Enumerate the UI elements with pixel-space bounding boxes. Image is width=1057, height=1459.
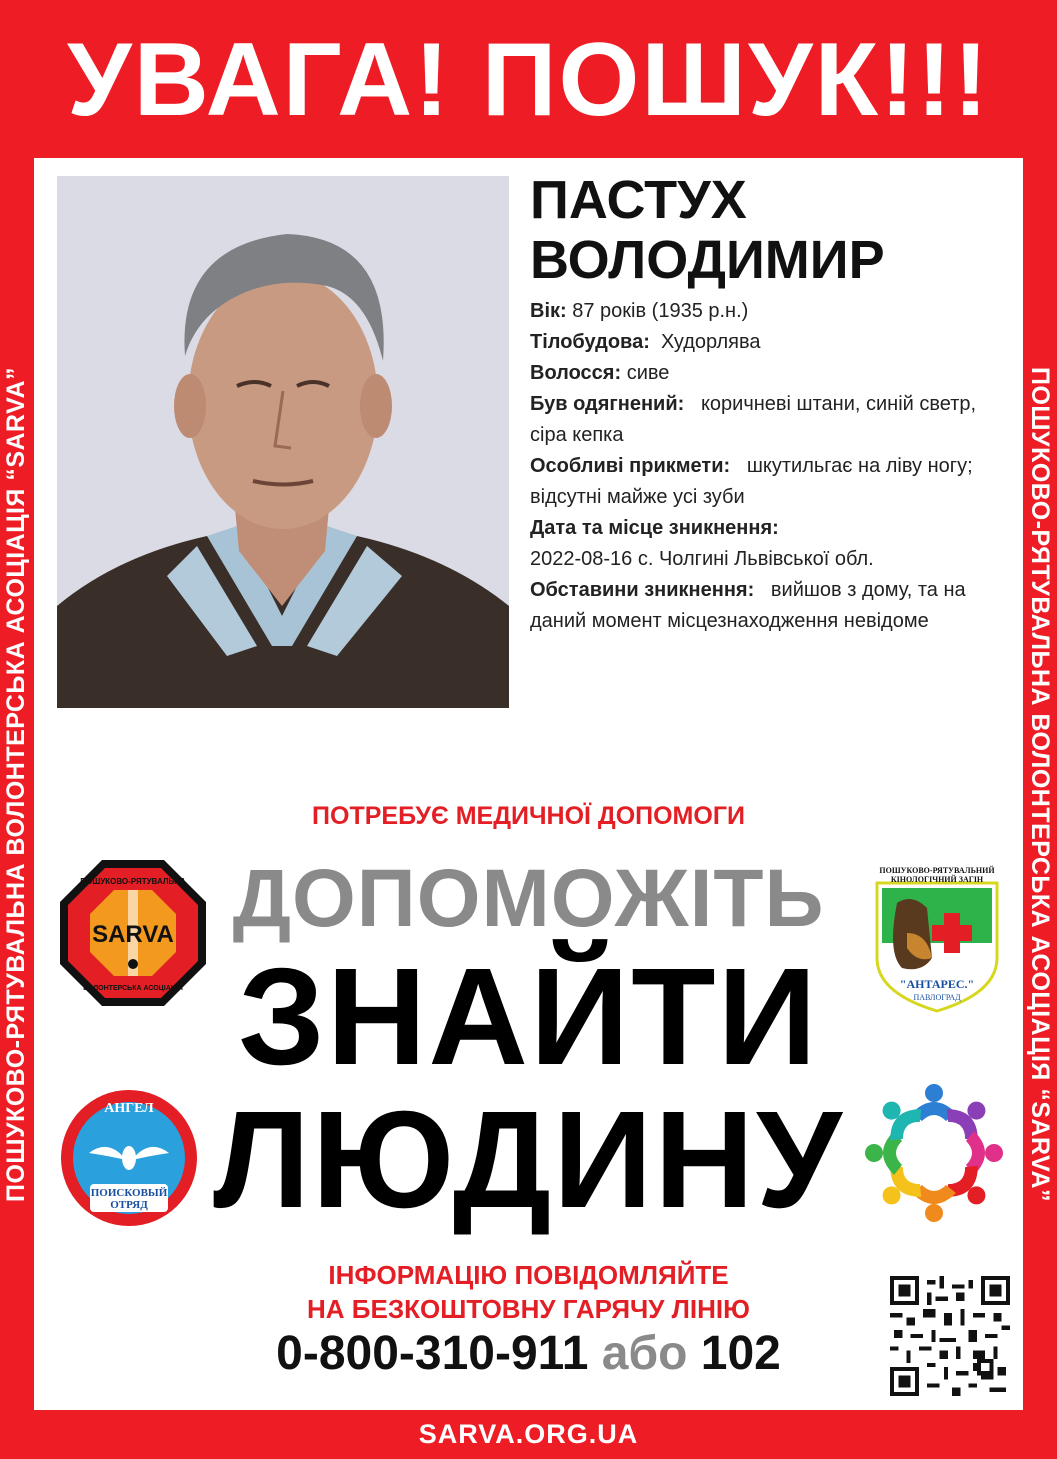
footer	[0, 1410, 1057, 1459]
info-text	[34, 1258, 1023, 1326]
content-panel	[34, 158, 1023, 1410]
footer-url[interactable]: SARVA.ORG.UA	[418, 1419, 639, 1449]
person-first-name: ВОЛОДИМИР	[530, 230, 885, 290]
medical-note: ПОТРЕБУЄ МЕДИЧНОЇ ДОПОМОГИ	[312, 802, 745, 830]
detail-label: Був одягнений:	[530, 393, 685, 415]
detail-hair	[530, 358, 1000, 389]
detail-value: 87 років (1935 р.н.)	[572, 300, 749, 322]
antares-top1: ПОШУКОВО-РЯТУВАЛЬНИЙ	[879, 866, 995, 875]
person-name	[530, 170, 885, 290]
sarva-logo-bottom: ВОЛОНТЕРСЬКА АСОЦІАЦІЯ	[83, 985, 183, 992]
call-help: ДОПОМОЖІТЬ	[232, 853, 825, 944]
phone-or: або	[601, 1327, 688, 1380]
header	[0, 0, 1057, 160]
detail-label: Тілобудова:	[530, 331, 650, 353]
side-banner-right	[1023, 158, 1057, 1410]
angel-logo	[54, 1088, 204, 1228]
detail-value: 2022-08-16 с. Чолгині Львівської обл.	[530, 548, 874, 570]
angel-top: АНГЕЛ	[104, 1101, 154, 1116]
sarva-logo	[58, 858, 208, 1008]
sarva-logo-text: SARVA	[92, 921, 174, 948]
phone-alt: 102	[700, 1327, 781, 1380]
call-person: ЛЮДИНУ	[213, 1083, 844, 1237]
call-find: ЗНАЙТИ	[238, 940, 819, 1094]
angel-bottom2: ОТРЯД	[110, 1199, 148, 1211]
person-surname: ПАСТУХ	[530, 170, 747, 230]
detail-circumstances	[530, 575, 1000, 637]
angel-bottom1: ПОИСКОВЫЙ	[90, 1187, 168, 1199]
people-circle-logo	[859, 1078, 1009, 1228]
detail-date-place	[530, 513, 1000, 575]
detail-value: коричневі штани, синій светр, сіра кепка	[530, 393, 977, 446]
antares-name: "АНТАРЕС."	[899, 977, 975, 991]
detail-value: Худорлява	[661, 331, 761, 353]
detail-label: Особливі прикмети:	[530, 455, 731, 477]
detail-features	[530, 451, 1000, 513]
antares-city: ПАВЛОГРАД	[913, 993, 961, 1002]
side-text-right: ПОШУКОВО-РЯТУВАЛЬНА ВОЛОНТЕРСЬКА АСОЦІАЦІЯ “SARVA”	[1026, 366, 1055, 1202]
detail-label: Дата та місце зникнення:	[530, 517, 779, 539]
detail-value: сиве	[626, 362, 670, 384]
side-banner-left	[0, 158, 34, 1410]
person-photo	[57, 176, 509, 708]
person-details	[530, 296, 1000, 637]
detail-value: вийшов з дому, та на даний момент місцезнаходження невідоме	[530, 579, 966, 632]
phone-main: 0-800-310-911	[276, 1327, 589, 1380]
info-line1: ІНФОРМАЦІЮ ПОВІДОМЛЯЙТЕ	[328, 1260, 729, 1290]
side-text-left: ПОШУКОВО-РЯТУВАЛЬНА ВОЛОНТЕРСЬКА АСОЦІАЦІЯ “SARVA”	[2, 366, 31, 1202]
info-line2: НА БЕЗКОШТОВНУ ГАРЯЧУ ЛІНІЮ	[307, 1294, 750, 1324]
sarva-logo-top: ПОШУКОВО-РЯТУВАЛЬНА	[80, 877, 186, 886]
detail-build	[530, 327, 1000, 358]
detail-clothing	[530, 389, 1000, 451]
antares-top2: КІНОЛОГІЧНИЙ ЗАГІН	[890, 875, 984, 884]
qr-code[interactable]	[890, 1276, 1010, 1396]
detail-label: Волосся:	[530, 362, 622, 384]
antares-logo	[872, 863, 1002, 1013]
detail-label: Вік:	[530, 300, 567, 322]
header-title: УВАГА! ПОШУК!!!	[67, 22, 990, 138]
detail-value: шкутильгає на ліву ногу; відсутні майже усі зуби	[530, 455, 973, 508]
phone-line	[34, 1327, 1023, 1380]
detail-label: Обставини зникнення:	[530, 579, 755, 601]
detail-age	[530, 296, 1000, 327]
